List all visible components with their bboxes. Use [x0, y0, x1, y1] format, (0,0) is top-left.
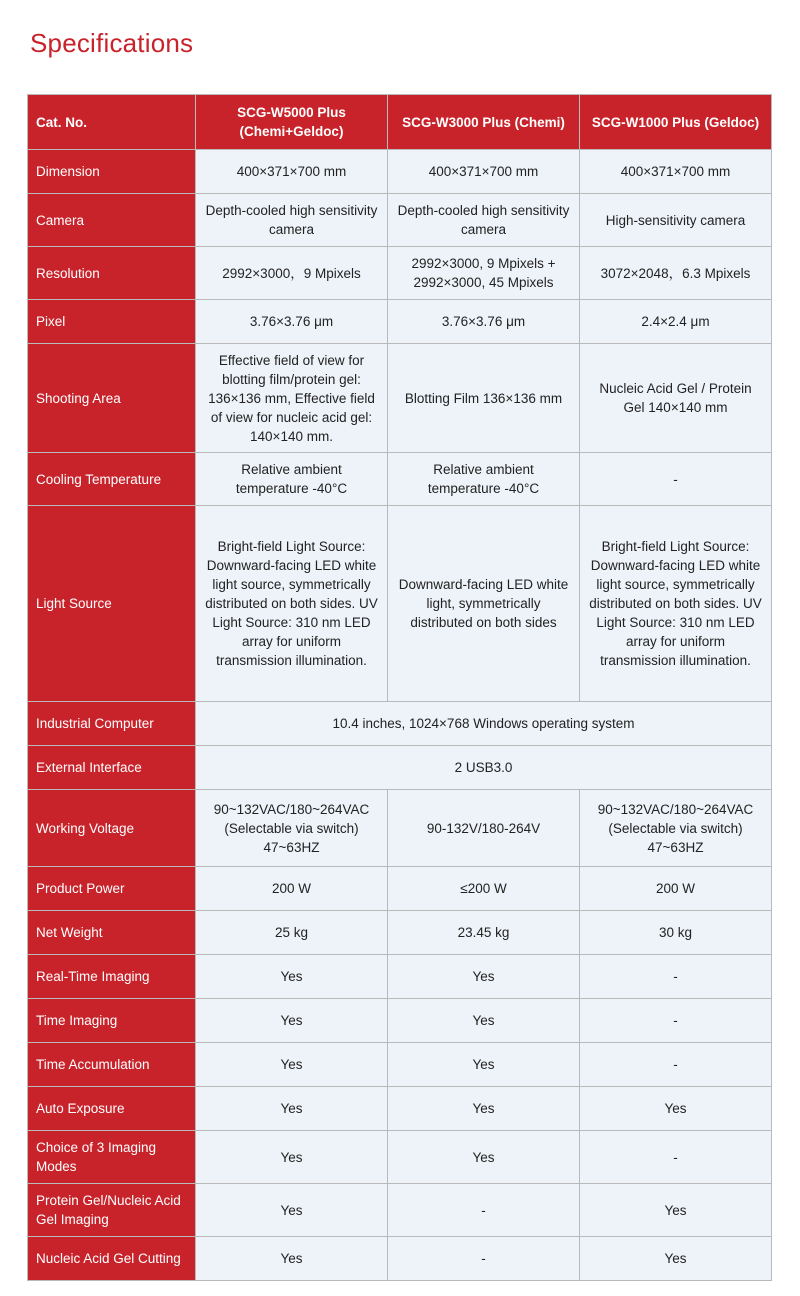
row-label: Cooling Temperature	[28, 453, 196, 506]
table-cell: Yes	[388, 1043, 580, 1087]
page-title: Specifications	[30, 28, 194, 58]
table-body	[28, 150, 772, 1281]
table-cell: 3.76×3.76 μm	[196, 300, 388, 344]
table-row	[28, 453, 772, 506]
row-label: Resolution	[28, 247, 196, 300]
table-cell: Yes	[196, 1184, 388, 1237]
table-row	[28, 1087, 772, 1131]
table-cell: -	[580, 999, 772, 1043]
table-cell: High-sensitivity camera	[580, 194, 772, 247]
row-label: Product Power	[28, 867, 196, 911]
table-cell: -	[388, 1184, 580, 1237]
table-cell: 2.4×2.4 μm	[580, 300, 772, 344]
table-cell-spanning: 2 USB3.0	[196, 746, 772, 790]
row-label: Choice of 3 Imaging Modes	[28, 1131, 196, 1184]
header-scg-w5000-plus	[196, 95, 388, 150]
table-row	[28, 1131, 772, 1184]
table-cell: Depth-cooled high sensitivity camera	[388, 194, 580, 247]
table-cell: -	[580, 1043, 772, 1087]
table-cell: Nucleic Acid Gel / Protein Gel 140×140 mm	[580, 344, 772, 453]
table-row	[28, 194, 772, 247]
table-cell: Yes	[196, 955, 388, 999]
table-header	[28, 95, 772, 150]
table-cell: -	[388, 1237, 580, 1281]
row-label: Real-Time Imaging	[28, 955, 196, 999]
table-cell-spanning: 10.4 inches, 1024×768 Windows operating system	[196, 702, 772, 746]
row-label: Industrial Computer	[28, 702, 196, 746]
table-row	[28, 911, 772, 955]
table-cell: Yes	[580, 1237, 772, 1281]
table-row	[28, 150, 772, 194]
table-row	[28, 702, 772, 746]
table-cell: Yes	[580, 1087, 772, 1131]
table-cell: 400×371×700 mm	[388, 150, 580, 194]
table-cell: Effective field of view for blotting film/protein gel: 136×136 mm, Effective field of view for nucleic acid gel: 140×140 mm.	[196, 344, 388, 453]
table-cell: -	[580, 453, 772, 506]
table-cell: Yes	[196, 1131, 388, 1184]
table-row	[28, 746, 772, 790]
table-cell: Yes	[388, 999, 580, 1043]
table-row	[28, 955, 772, 999]
table-cell: ≤200 W	[388, 867, 580, 911]
header-scg-w1000-plus: SCG-W1000 Plus (Geldoc)	[580, 95, 772, 150]
table-cell: 90~132VAC/180~264VAC (Selectable via switch) 47~63HZ	[196, 790, 388, 867]
table-cell: 2992×3000，9 Mpixels	[196, 247, 388, 300]
table-cell: Bright-field Light Source: Downward-facing LED white light source, symmetrically distributed on both sides. UV Light Source: 310 nm LED array for uniform transmission illumination.	[196, 506, 388, 702]
table-cell: Downward-facing LED white light, symmetrically distributed on both sides	[388, 506, 580, 702]
row-label: Time Imaging	[28, 999, 196, 1043]
table-cell: -	[580, 1131, 772, 1184]
row-label: Nucleic Acid Gel Cutting	[28, 1237, 196, 1281]
header-scg-w5000-plus-label: SCG-W5000 Plus (Chemi+Geldoc)	[237, 105, 346, 139]
table-row	[28, 1237, 772, 1281]
row-label: Camera	[28, 194, 196, 247]
table-row	[28, 867, 772, 911]
table-cell: Yes	[388, 1131, 580, 1184]
table-row	[28, 506, 772, 702]
table-cell: 23.45 kg	[388, 911, 580, 955]
row-label: Dimension	[28, 150, 196, 194]
table-row	[28, 1043, 772, 1087]
row-label: Time Accumulation	[28, 1043, 196, 1087]
table-cell: Yes	[196, 1237, 388, 1281]
specifications-table	[27, 94, 772, 1281]
table-row	[28, 247, 772, 300]
row-label: Pixel	[28, 300, 196, 344]
row-label: External Interface	[28, 746, 196, 790]
table-row	[28, 300, 772, 344]
row-label: Protein Gel/Nucleic Acid Gel Imaging	[28, 1184, 196, 1237]
header-cat-no: Cat. No.	[28, 95, 196, 150]
row-label: Net Weight	[28, 911, 196, 955]
table-cell: Depth-cooled high sensitivity camera	[196, 194, 388, 247]
table-cell: 25 kg	[196, 911, 388, 955]
table-cell: 3072×2048，6.3 Mpixels	[580, 247, 772, 300]
table-cell: 200 W	[580, 867, 772, 911]
table-cell: 200 W	[196, 867, 388, 911]
table-cell: Yes	[196, 1043, 388, 1087]
table-cell: 400×371×700 mm	[580, 150, 772, 194]
table-cell: Yes	[196, 1087, 388, 1131]
table-cell: Yes	[580, 1184, 772, 1237]
table-cell: Blotting Film 136×136 mm	[388, 344, 580, 453]
row-label: Working Voltage	[28, 790, 196, 867]
table-cell: Yes	[388, 1087, 580, 1131]
table-cell: 90-132V/180-264V	[388, 790, 580, 867]
table-cell: 90~132VAC/180~264VAC (Selectable via switch) 47~63HZ	[580, 790, 772, 867]
table-cell: 400×371×700 mm	[196, 150, 388, 194]
table-cell: Yes	[196, 999, 388, 1043]
row-label: Shooting Area	[28, 344, 196, 453]
table-cell: Yes	[388, 955, 580, 999]
header-row	[28, 95, 772, 150]
table-cell: 30 kg	[580, 911, 772, 955]
table-row	[28, 1184, 772, 1237]
table-row	[28, 790, 772, 867]
row-label: Auto Exposure	[28, 1087, 196, 1131]
table-cell: Bright-field Light Source: Downward-facing LED white light source, symmetrically distributed on both sides. UV Light Source: 310 nm LED array for uniform transmission illumination.	[580, 506, 772, 702]
row-label: Light Source	[28, 506, 196, 702]
table-cell: 3.76×3.76 μm	[388, 300, 580, 344]
header-scg-w3000-plus: SCG-W3000 Plus (Chemi)	[388, 95, 580, 150]
table-row	[28, 344, 772, 453]
table-cell: Relative ambient temperature -40°C	[196, 453, 388, 506]
table-cell: 2992×3000, 9 Mpixels + 2992×3000, 45 Mpixels	[388, 247, 580, 300]
table-row	[28, 999, 772, 1043]
table-cell: Relative ambient temperature -40°C	[388, 453, 580, 506]
table-cell: -	[580, 955, 772, 999]
